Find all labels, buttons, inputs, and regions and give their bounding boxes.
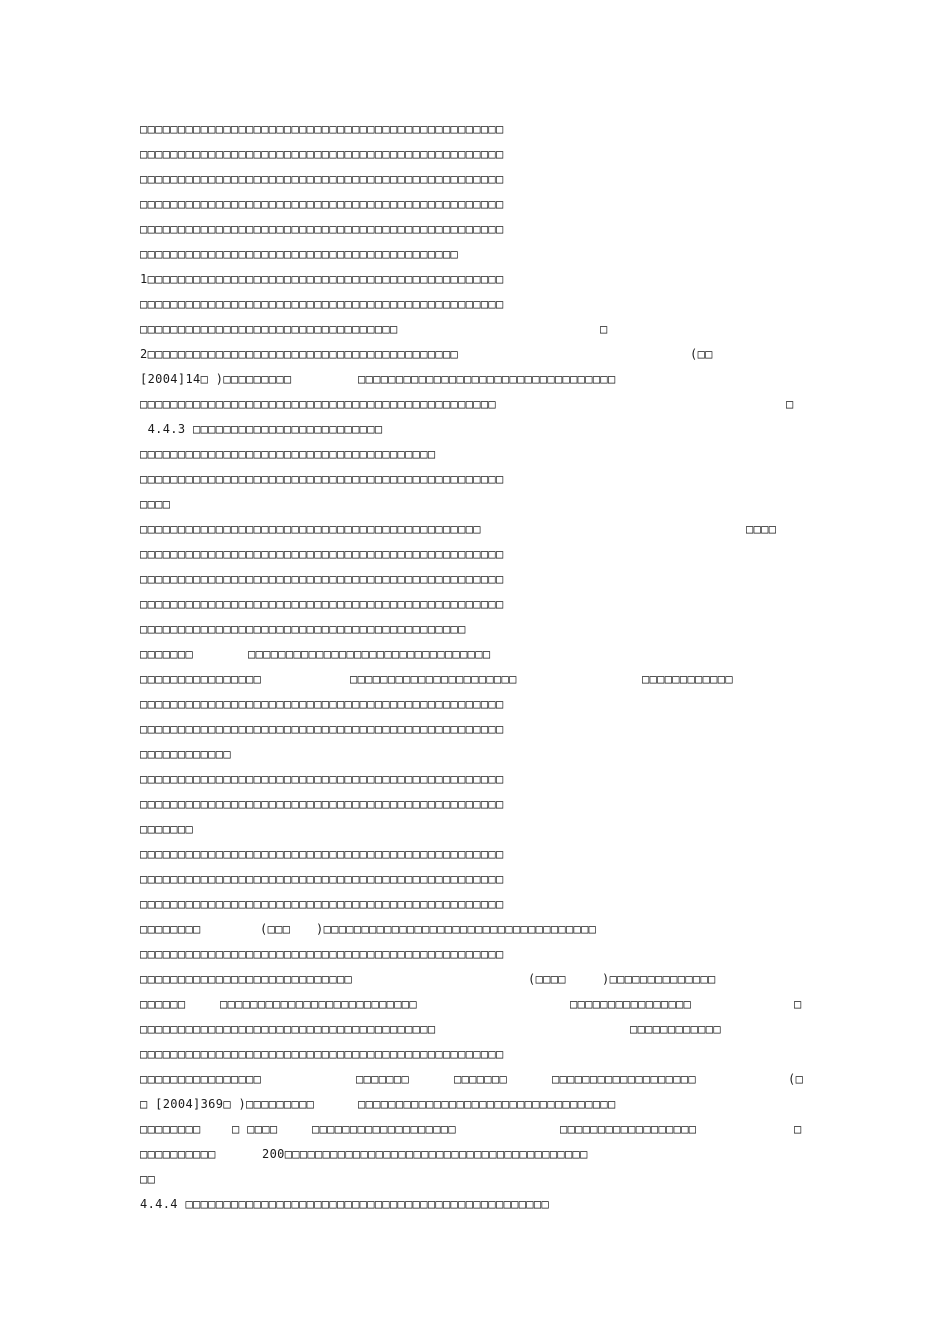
- text-segment: □□□□□□□□: [140, 922, 201, 936]
- text-line: □□□□□□□□□□□□□□□□□□□□□□□□□□□□□□□□□□□□□□□: [140, 447, 436, 461]
- text-line: □□□□□□□□□□□□□□□□□□□□□□□□□□□□□□□□□□□□□□□□□□□□□□□□: [140, 122, 504, 136]
- text-segment: □: [794, 1122, 802, 1136]
- text-segment: □□□□□□□□□□□□□□□□□□□□□□□□□□□□□□□□□□: [140, 322, 398, 336]
- text-segment: □□□□□□□□□□□□□□□□□□□□□□□□□□□□□□□□□□: [358, 372, 616, 386]
- text-line: □□□□□□□□□□□□□□□□□□□□□□□□□□□□□□□□□□□□□□□□□□□□□□□□: [140, 147, 504, 161]
- text-segment: □: [794, 997, 802, 1011]
- text-segment: (□□□□: [528, 972, 566, 986]
- text-line: □□□□□□□□□□□□□□□□□□□□□□□□□□□□□□□□□□□□□□□□□□□□□□□□: [140, 222, 504, 236]
- text-line: □□□□□□□□□□□□□□□□□□□□□□□□□□□□□□□□□□□□□□□□□□□□□□□□: [140, 1047, 504, 1061]
- text-segment: □□□□□□□□□□□□□□□□□□□□□□□□□□□□□□□□□□□□□□□: [140, 1022, 436, 1036]
- text-segment: (□□□: [260, 922, 291, 936]
- text-segment: □□□□□□□: [140, 647, 194, 661]
- text-segment: □□□□□□□□□□□□□□□□□□□□□□□□□□□□: [140, 972, 353, 986]
- text-segment: □□□□□□□□□□□□□□□□□□□: [552, 1072, 696, 1086]
- text-segment: □: [786, 397, 794, 411]
- text-line: □□□□□□□□□□□□□□□□□□□□□□□□□□□□□□□□□□□□□□□□□□: [140, 247, 459, 261]
- text-segment: (□: [788, 1072, 804, 1086]
- text-segment: □□□□□□□□□□□□□□□□□□□□□□□□□□□□□□□□□□□□□□□□□□□□□: [140, 522, 481, 536]
- text-line: □□□□□□□□□□□□□□□□□□□□□□□□□□□□□□□□□□□□□□□□□□□□□□□□: [140, 172, 504, 186]
- text-segment: □□□□□□□□□□□□□□□□□□□□□□□□□□: [220, 997, 417, 1011]
- text-segment: □ □□□□: [232, 1122, 278, 1136]
- text-line: □□□□□□□□□□□□□□□□□□□□□□□□□□□□□□□□□□□□□□□□□□□: [140, 622, 466, 636]
- text-line: □□□□□□□□□□□□□□□□□□□□□□□□□□□□□□□□□□□□□□□□□□□□□□□□: [140, 722, 504, 736]
- text-segment: □□□□□□□: [356, 1072, 410, 1086]
- text-segment: □□□□□□□□□□: [140, 1147, 216, 1161]
- text-line: □□□□□□□□□□□□□□□□□□□□□□□□□□□□□□□□□□□□□□□□□□□□□□□□: [140, 797, 504, 811]
- text-line: □□□□□□□□□□□□□□□□□□□□□□□□□□□□□□□□□□□□□□□□□□□□□□□□: [140, 847, 504, 861]
- text-line: □□□□□□□□□□□□□□□□□□□□□□□□□□□□□□□□□□□□□□□□□□□□□□□□: [140, 547, 504, 561]
- text-segment: □□□□□□□□□□□□□□□□□□□□□□□□□□□□□□□□□□: [358, 1097, 616, 1111]
- text-line: □□□□□□□□□□□□□□□□□□□□□□□□□□□□□□□□□□□□□□□□□□□□□□□□: [140, 697, 504, 711]
- text-segment: □□□□□□□□□□□□: [630, 1022, 721, 1036]
- text-segment: □□□□□□□□□□□□□□□□□□: [560, 1122, 697, 1136]
- text-line: □□□□□□□: [140, 822, 194, 836]
- numbered-item-1: 1□□□□□□□□□□□□□□□□□□□□□□□□□□□□□□□□□□□□□□□□□□□□□□□: [140, 272, 504, 286]
- text-line: □□□□□□□□□□□□□□□□□□□□□□□□□□□□□□□□□□□□□□□□□□□□□□□□: [140, 572, 504, 586]
- text-segment: □□□□□□□□: [140, 1122, 201, 1136]
- text-line: □□□□□□□□□□□□: [140, 747, 231, 761]
- text-line: □□□□□□□□□□□□□□□□□□□□□□□□□□□□□□□□□□□□□□□□□□□□□□□□: [140, 872, 504, 886]
- text-segment: □□□□□□: [140, 997, 186, 1011]
- text-line: □□□□□□□□□□□□□□□□□□□□□□□□□□□□□□□□□□□□□□□□□□□□□□□□: [140, 197, 504, 211]
- text-line: □□□□□□□□□□□□□□□□□□□□□□□□□□□□□□□□□□□□□□□□□□□□□□□□: [140, 472, 504, 486]
- text-line: □□: [140, 1172, 156, 1186]
- text-segment: □□□□: [746, 522, 777, 536]
- text-line: □□□□□□□□□□□□□□□□□□□□□□□□□□□□□□□□□□□□□□□□□□□□□□□□: [140, 297, 504, 311]
- section-heading-4-4-4: 4.4.4 □□□□□□□□□□□□□□□□□□□□□□□□□□□□□□□□□□□□□□□□□□□□□□□□: [140, 1197, 550, 1211]
- text-segment: □□□□□□□□□□□□□□□□: [570, 997, 692, 1011]
- text-segment: □□□□□□□□□□□□□□□□: [140, 672, 262, 686]
- section-heading-4-4-3: 4.4.3 □□□□□□□□□□□□□□□□□□□□□□□□□: [140, 422, 383, 436]
- text-segment: 200□□□□□□□□□□□□□□□□□□□□□□□□□□□□□□□□□□□□□□□□: [262, 1147, 588, 1161]
- text-segment: □□□□□□□□□□□□□□□□□□□□□□: [350, 672, 517, 686]
- text-segment: (□□: [690, 347, 713, 361]
- text-segment: □□□□□□□: [454, 1072, 508, 1086]
- text-segment: □□□□□□□□□□□□□□□□: [140, 1072, 262, 1086]
- text-segment: [2004]14□ )□□□□□□□□□: [140, 372, 292, 386]
- text-segment: □□□□□□□□□□□□□□□□□□□: [312, 1122, 456, 1136]
- text-line: □□□□□□□□□□□□□□□□□□□□□□□□□□□□□□□□□□□□□□□□□□□□□□□□: [140, 947, 504, 961]
- numbered-item-2: 2□□□□□□□□□□□□□□□□□□□□□□□□□□□□□□□□□□□□□□□□□: [140, 347, 459, 361]
- text-segment: □□□□□□□□□□□□□□□□□□□□□□□□□□□□□□□□: [248, 647, 491, 661]
- text-line: □□□□□□□□□□□□□□□□□□□□□□□□□□□□□□□□□□□□□□□□□□□□□□□□: [140, 597, 504, 611]
- text-segment: □ [2004]369□ )□□□□□□□□□: [140, 1097, 315, 1111]
- text-segment: □: [600, 322, 608, 336]
- text-segment: )□□□□□□□□□□□□□□: [602, 972, 716, 986]
- text-line: □□□□□□□□□□□□□□□□□□□□□□□□□□□□□□□□□□□□□□□□□□□□□□□□: [140, 772, 504, 786]
- text-line: □□□□□□□□□□□□□□□□□□□□□□□□□□□□□□□□□□□□□□□□□□□□□□□□: [140, 897, 504, 911]
- text-line: □□□□: [140, 497, 171, 511]
- text-segment: )□□□□□□□□□□□□□□□□□□□□□□□□□□□□□□□□□□□□: [316, 922, 597, 936]
- text-segment: □□□□□□□□□□□□□□□□□□□□□□□□□□□□□□□□□□□□□□□□□□□□□□□: [140, 397, 497, 411]
- text-segment: □□□□□□□□□□□□: [642, 672, 733, 686]
